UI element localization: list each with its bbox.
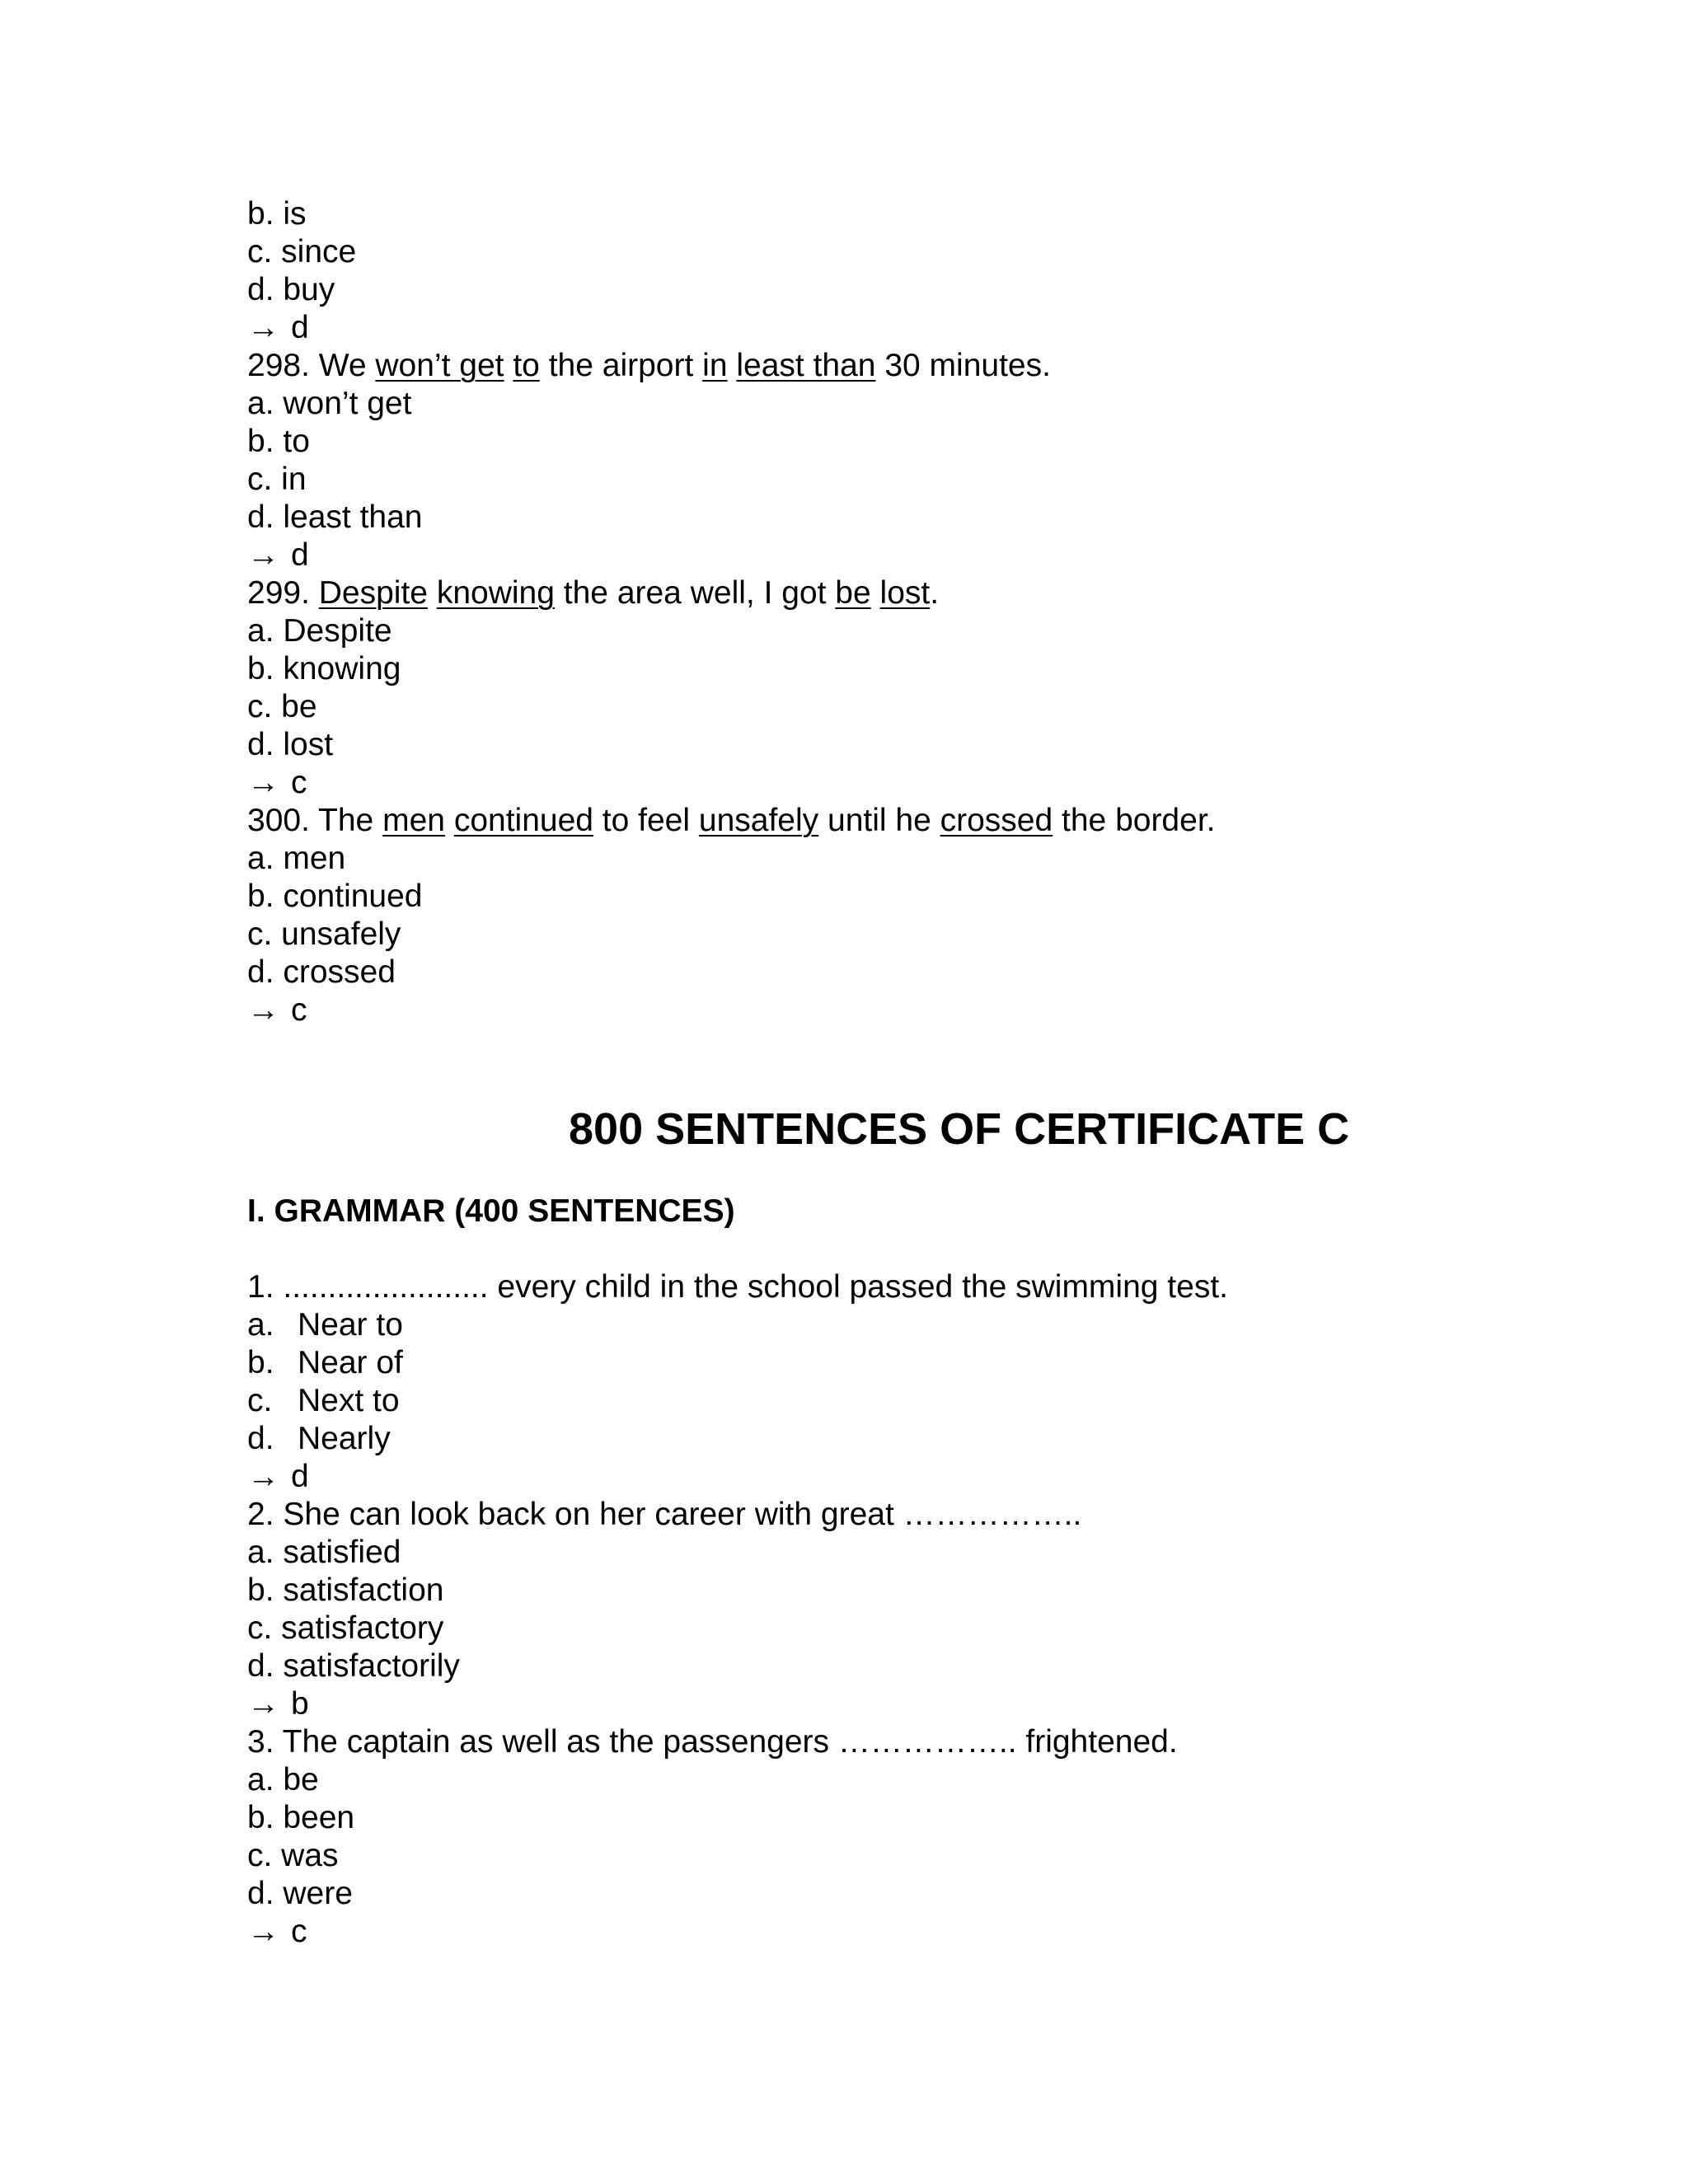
question-text: the area well, I got [563,575,827,611]
underlined-segment: crossed [940,803,1053,838]
underlined-segment: lost [879,575,931,611]
answer-line [247,1458,309,1496]
option-line: b. to [247,424,310,459]
page-title: 800 SENTENCES OF CERTIFICATE C [569,1104,1350,1154]
underlined-segment: Despite [318,575,428,611]
option-line [247,1344,403,1382]
option-letter: d. [247,1421,274,1456]
answer-value: d [291,310,309,345]
option-line [247,1382,400,1420]
option-letter: b. [247,1345,274,1380]
question-text: We [318,348,367,383]
answer-value: c [291,765,307,800]
option-line: d. least than [247,499,423,535]
underlined-segment: continued [453,803,593,838]
question-300 [247,802,1215,840]
option-line: b. is [247,196,307,232]
option-line: a. be [247,1762,319,1797]
option-line: a. Despite [247,613,392,649]
answer-value: b [291,1686,309,1722]
option-line: c. satisfactory [247,1610,444,1646]
option-line: c. unsafely [247,916,401,952]
underlined-segment: unsafely [698,803,819,838]
arrow-icon: → [247,537,279,573]
question-text: the border. [1062,803,1216,838]
question-text: the airport [548,348,694,383]
underlined-segment: in [702,348,728,383]
option-line: b. satisfaction [247,1572,444,1608]
arrow-icon: → [247,765,279,800]
option-line: b. continued [247,879,423,914]
option-line: c. be [247,689,317,724]
question-text: until he [828,803,931,838]
option-line: d. lost [247,727,334,762]
answer-value: d [291,1459,309,1494]
answer-value: c [291,992,307,1028]
option-line: b. been [247,1800,355,1835]
option-line [247,1420,391,1458]
question-text: to feel [602,803,691,838]
option-line: c. in [247,462,307,497]
section-heading: I. GRAMMAR (400 SENTENCES) [247,1193,735,1229]
answer-line [247,1685,309,1723]
option-letter: c. [247,1383,273,1418]
question-299 [247,574,939,612]
option-line: b. knowing [247,651,401,687]
answer-line [247,991,307,1029]
option-text: Nearly [298,1421,391,1456]
option-line: a. men [247,841,346,876]
answer-line [247,764,307,802]
question-1: 1. ....................... every child in the school passed the swimming test. [247,1269,1228,1305]
arrow-icon: → [247,992,279,1028]
option-line: c. was [247,1838,339,1873]
underlined-segment: be [835,575,871,611]
answer-value: c [291,1914,307,1949]
question-text: 30 minutes. [884,348,1051,383]
underlined-segment: knowing [436,575,555,611]
option-line: d. buy [247,272,335,307]
option-line: d. were [247,1876,353,1911]
question-number: 299. [247,575,310,611]
answer-line [247,309,309,347]
answer-line [247,537,309,574]
option-text: Near to [298,1307,403,1343]
option-line: a. won’t get [247,386,412,421]
answer-line [247,1913,307,1951]
question-text: . [930,575,940,611]
option-line: d. satisfactorily [247,1648,460,1684]
arrow-icon: → [247,1686,279,1722]
underlined-segment: men [382,803,445,838]
option-letter: a. [247,1307,274,1343]
question-3: 3. The captain as well as the passengers …………….. frightened. [247,1724,1178,1760]
option-line [247,1306,403,1344]
answer-value: d [291,537,309,573]
underlined-segment: won’t get [375,348,504,383]
arrow-icon: → [247,1914,279,1949]
option-line: c. since [247,234,357,269]
arrow-icon: → [247,310,279,345]
option-line: d. crossed [247,954,396,990]
question-298 [247,347,1051,385]
question-number: 298. [247,348,310,383]
question-number: 300. [247,803,310,838]
question-2: 2. She can look back on her career with great …………….. [247,1497,1082,1532]
option-line: a. satisfied [247,1535,401,1570]
underlined-segment: least than [736,348,876,383]
option-text: Next to [298,1383,400,1418]
option-text: Near of [298,1345,403,1380]
arrow-icon: → [247,1459,279,1494]
underlined-segment: to [513,348,540,383]
question-text: The [318,803,374,838]
